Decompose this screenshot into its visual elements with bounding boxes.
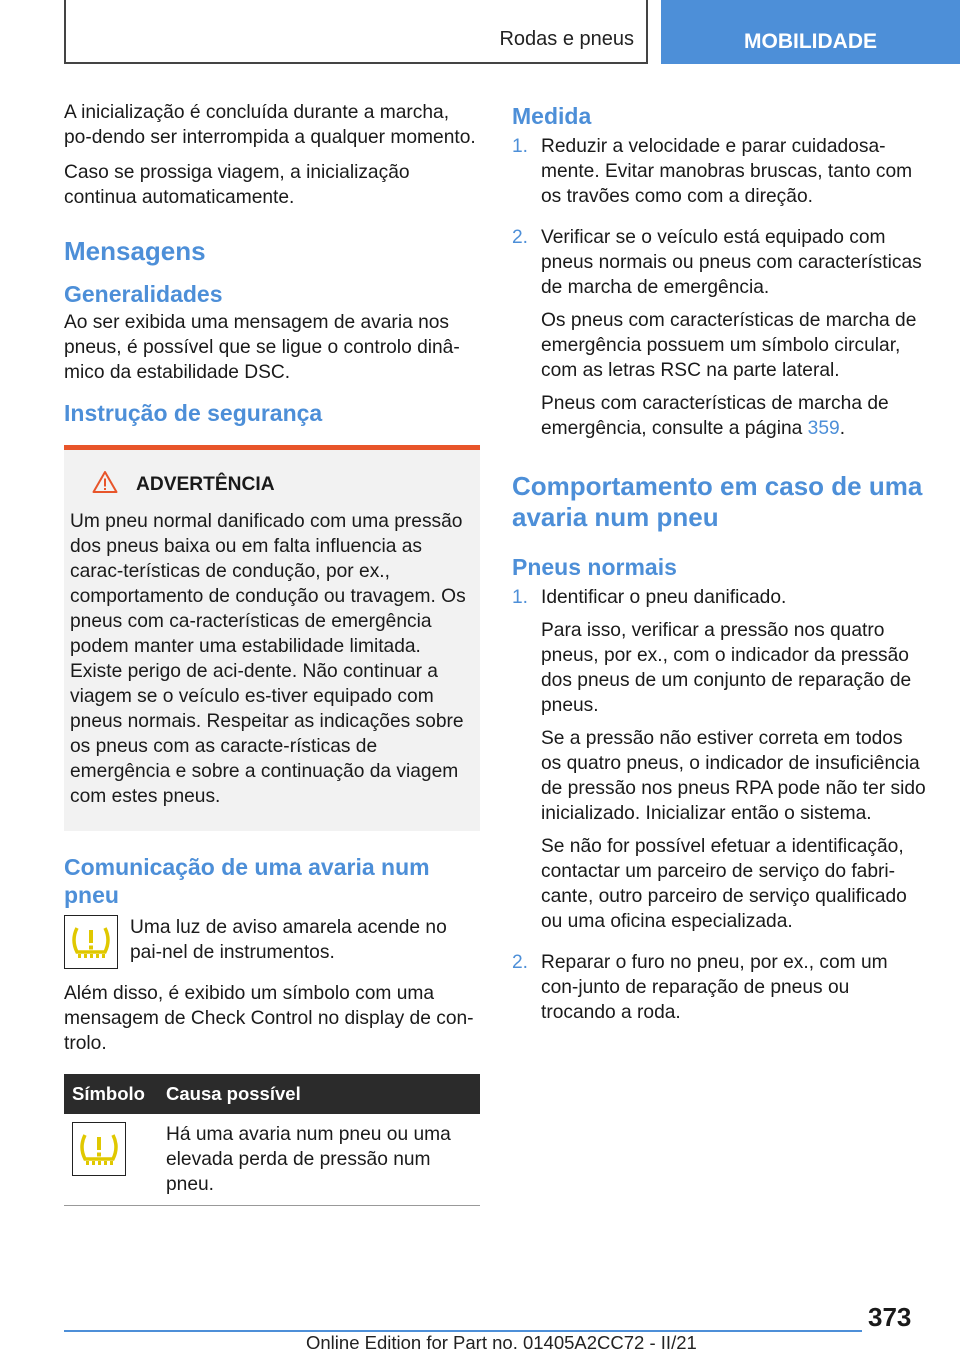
header-chapter-label: MOBILIDADE: [744, 30, 877, 53]
heading-comportamento: Comportamento em caso de uma avaria num pneu: [512, 471, 923, 532]
list-paragraph: Os pneus com características de marcha de emergência possuem um símbolo circular, com as letras RSC na parte lateral.: [541, 310, 917, 381]
text: Pneus com características de marcha de emergência, consulte a página: [541, 393, 889, 439]
heading-comunicacao-avaria: Comunicação de uma avaria num pneu: [64, 854, 430, 908]
right-column: [512, 100, 928, 1041]
list-number: 1.: [512, 587, 529, 608]
warning-box: [64, 445, 480, 831]
list-paragraph: Para isso, verificar a pressão nos quatro pneus, por ex., com o indicador da pressão dos pneus de um conjunto de reparação de pneus.: [541, 620, 912, 716]
heading-medida: Medida: [512, 103, 592, 129]
table-header-row: [64, 1074, 480, 1114]
warning-light-note: [64, 915, 480, 969]
tpms-warning-icon: [64, 915, 118, 969]
heading-generalidades: Generalidades: [64, 281, 223, 307]
list-paragraph: Reparar o furo no pneu, por ex., com um con-junto de reparação de pneus ou trocando a roda.: [541, 952, 888, 1023]
heading-mensagens: Mensagens: [64, 236, 206, 266]
list-number: 2.: [512, 227, 529, 248]
list-paragraph: [541, 391, 928, 441]
table-header-symbol: Símbolo: [64, 1074, 158, 1114]
text: .: [839, 418, 846, 439]
list-paragraph: Se não for possível efetuar a identificação, contactar um parceiro de serviço do fabri-cante, outro parceiro de serviço qualificado ou uma oficina especializada.: [541, 836, 907, 932]
header-section-title: Rodas e pneus: [499, 28, 634, 50]
list-paragraph: Identificar o pneu danificado.: [541, 587, 787, 608]
paragraph: A inicialização é concluída durante a marcha, po-dendo ser interrompida a qualquer momento.: [64, 102, 476, 148]
header-chapter-tab: [661, 0, 960, 64]
table-row: [64, 1114, 480, 1206]
heading-pneus-normais: Pneus normais: [512, 554, 677, 580]
pneus-normais-list: [512, 585, 928, 1033]
warning-title: ADVERTÊNCIA: [136, 473, 275, 495]
list-item: [512, 585, 928, 942]
list-item: [512, 950, 928, 1033]
list-paragraph: Se a pressão não estiver correta em todos os quatro pneus, o indicador de insuficiência de pressão nos pneus RPA pode não ter sido inicializado. Inicializar então o sistema.: [541, 728, 926, 824]
list-number: 2.: [512, 952, 529, 973]
tpms-warning-icon: [72, 1122, 126, 1176]
left-column: [64, 100, 480, 1206]
list-paragraph: Verificar se o veículo está equipado com pneus normais ou pneus com características de marcha de emergência.: [541, 227, 922, 298]
footer-edition: Online Edition for Part no. 01405A2CC72 - II/21: [306, 1332, 697, 1353]
warning-text: Um pneu normal danificado com uma pressão dos pneus baixa ou em falta influencia as carac-terísticas de condução, por ex., comportamento de condução ou travagem. Os pneus com ca-racterísticas de emergência podem manter uma estabilidade limitada. Existe perigo de aci-dente. Não continuar a viagem se o veículo es-tiver equipado com pneus normais. Respeitar as indicações sobre os pneus com as caracte-rísticas de emergência e sobre a continuação da viagem com estes pneus.: [70, 511, 466, 807]
warning-header: [92, 470, 474, 499]
table-cell-symbol: [64, 1114, 158, 1206]
paragraph: Além disso, é exibido um símbolo com uma mensagem de Check Control no display de con-trolo.: [64, 983, 474, 1054]
symbol-table: [64, 1074, 480, 1206]
medida-list: [512, 134, 928, 449]
warning-light-text: Uma luz de aviso amarela acende no pai-nel de instrumentos.: [130, 917, 447, 963]
list-item: [512, 225, 928, 449]
warning-triangle-icon: [92, 470, 118, 499]
table-header-cause: Causa possível: [158, 1074, 480, 1114]
heading-instrucao-seguranca: Instrução de segurança: [64, 400, 323, 426]
table-cell-cause: Há uma avaria num pneu ou uma elevada perda de pressão num pneu.: [158, 1114, 480, 1206]
page-number: 373: [868, 1302, 912, 1332]
paragraph: Caso se prossiga viagem, a inicialização continua automaticamente.: [64, 162, 410, 208]
list-number: 1.: [512, 136, 529, 157]
list-paragraph: Reduzir a velocidade e parar cuidadosa-mente. Evitar manobras bruscas, tanto com os travões como com a direção.: [541, 136, 913, 207]
list-item: [512, 134, 928, 217]
paragraph: Ao ser exibida uma mensagem de avaria nos pneus, é possível que se ligue o controlo dinâ-mico da estabilidade DSC.: [64, 312, 460, 383]
page-link[interactable]: 359: [807, 418, 840, 439]
